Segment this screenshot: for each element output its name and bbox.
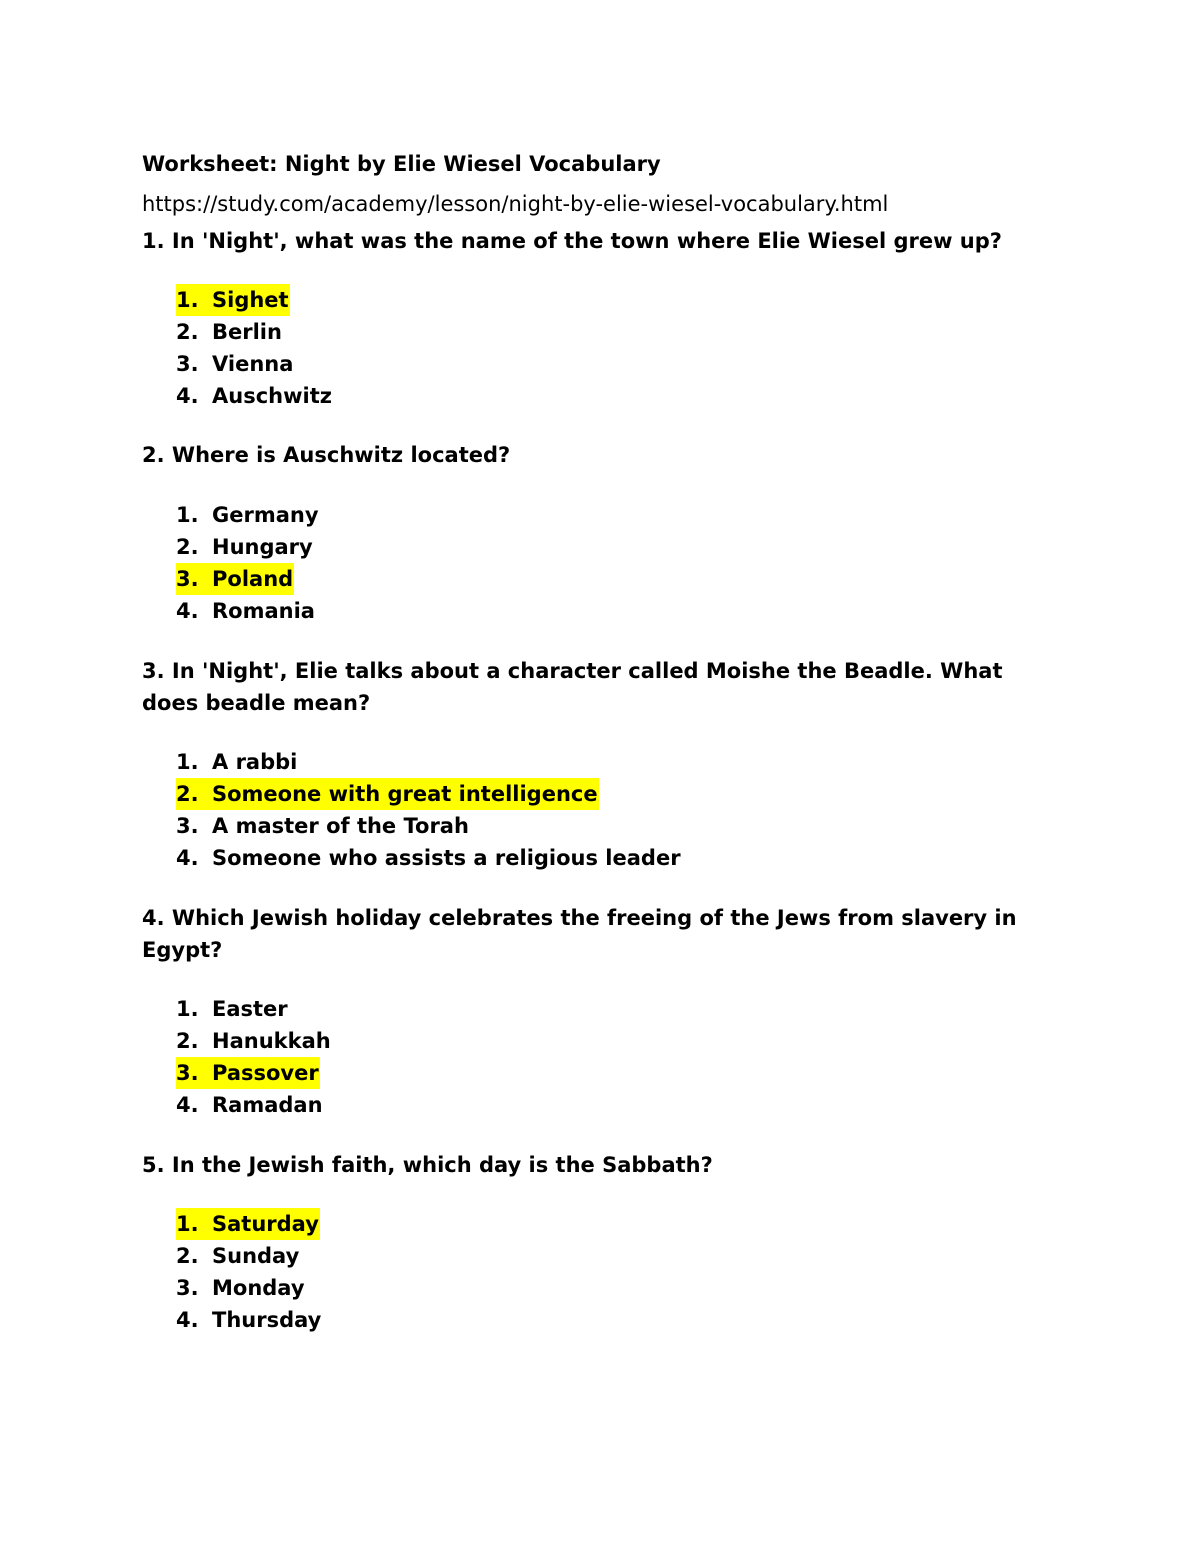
page-title: Worksheet: Night by Elie Wiesel Vocabulary <box>142 152 661 176</box>
q3-option-4: 4. Someone who assists a religious leader <box>176 846 681 870</box>
q4-option-1: 1. Easter <box>176 997 288 1021</box>
q3-option-1: 1. A rabbi <box>176 750 298 774</box>
q2-option-3: 3. Poland <box>176 563 294 595</box>
q1-option-3: 3. Vienna <box>176 352 294 376</box>
q5-option-3: 3. Monday <box>176 1276 305 1300</box>
q5-option-1: 1. Saturday <box>176 1208 320 1240</box>
source-url: https://study.com/academy/lesson/night-by-elie-wiesel-vocabulary.html <box>142 192 889 216</box>
q4-option-2: 2. Hanukkah <box>176 1029 331 1053</box>
q3-option-3: 3. A master of the Torah <box>176 814 469 838</box>
q4-option-4: 4. Ramadan <box>176 1093 323 1117</box>
question-1: 1. In 'Night', what was the name of the town where Elie Wiesel grew up? <box>142 229 1002 253</box>
q5-option-2: 2. Sunday <box>176 1244 300 1268</box>
q2-option-2: 2. Hungary <box>176 535 313 559</box>
q2-option-1: 1. Germany <box>176 503 319 527</box>
q4-option-3: 3. Passover <box>176 1057 320 1089</box>
question-2: 2. Where is Auschwitz located? <box>142 443 511 467</box>
q2-option-4: 4. Romania <box>176 599 315 623</box>
question-3: 3. In 'Night', Elie talks about a character called Moishe the Beadle. What does beadle mean? <box>142 659 1003 715</box>
q1-option-4: 4. Auschwitz <box>176 384 332 408</box>
q1-option-2: 2. Berlin <box>176 320 282 344</box>
q3-option-2: 2. Someone with great intelligence <box>176 778 599 810</box>
q5-option-4: 4. Thursday <box>176 1308 322 1332</box>
question-5: 5. In the Jewish faith, which day is the Sabbath? <box>142 1153 713 1177</box>
q1-option-1: 1. Sighet <box>176 284 290 316</box>
question-4: 4. Which Jewish holiday celebrates the freeing of the Jews from slavery in Egypt? <box>142 906 1017 962</box>
